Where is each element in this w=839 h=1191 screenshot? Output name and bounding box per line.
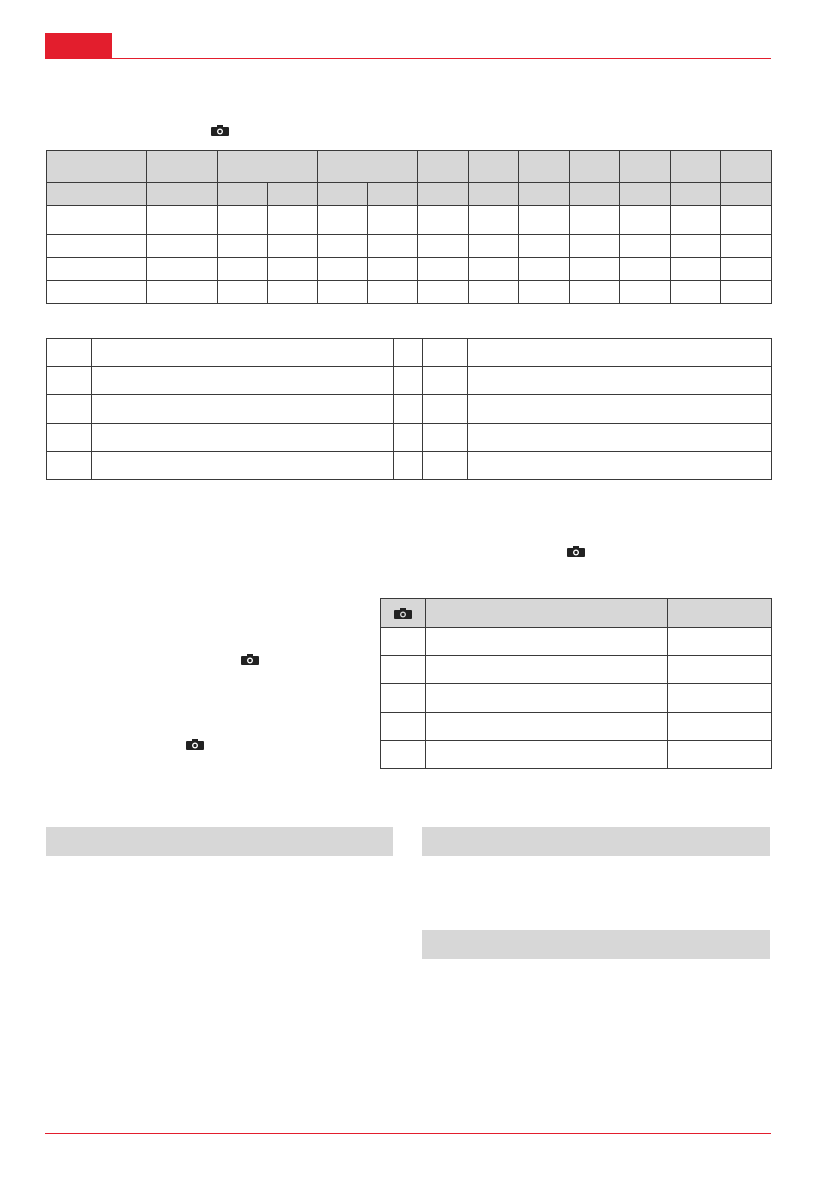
subheader-cell — [519, 183, 570, 206]
header-rule — [45, 58, 771, 59]
header-cell — [620, 151, 671, 183]
table-cell — [268, 281, 318, 304]
header-cell — [469, 151, 519, 183]
table-cell — [47, 235, 147, 258]
table-cell — [668, 713, 772, 741]
table-cell — [468, 452, 772, 480]
table-cell — [570, 281, 620, 304]
subheader-cell — [147, 183, 218, 206]
table-row — [47, 235, 772, 258]
table-row — [381, 713, 772, 741]
table-row — [47, 281, 772, 304]
table-cell — [570, 258, 620, 281]
table-cell — [469, 258, 519, 281]
table-cell — [47, 452, 92, 480]
table-cell — [418, 206, 469, 235]
spec-header-row — [47, 151, 772, 183]
header-tab-marker — [45, 33, 112, 59]
table-cell — [47, 367, 92, 395]
table-cell — [426, 628, 668, 656]
table-cell — [668, 684, 772, 713]
camera-icon — [394, 608, 412, 619]
table-cell — [721, 206, 772, 235]
table-cell — [368, 281, 418, 304]
subheader-cell — [469, 183, 519, 206]
table-cell — [318, 258, 368, 281]
header-cell — [318, 151, 418, 183]
table-row — [381, 741, 772, 769]
spec-table — [46, 150, 772, 304]
subheader-cell — [721, 183, 772, 206]
table-cell — [620, 206, 671, 235]
camera-icon — [211, 125, 229, 136]
subheader-cell — [368, 183, 418, 206]
table-cell — [268, 235, 318, 258]
table-cell — [394, 452, 423, 480]
table-cell — [368, 206, 418, 235]
table-cell — [519, 258, 570, 281]
table-cell — [394, 367, 423, 395]
table-cell — [218, 235, 268, 258]
table-cell — [468, 367, 772, 395]
table-row — [47, 339, 772, 367]
table-row — [381, 628, 772, 656]
footer-rule — [45, 1133, 771, 1134]
table-cell — [394, 424, 423, 452]
header-cell — [218, 151, 318, 183]
table-cell — [47, 206, 147, 235]
subheader-cell — [47, 183, 147, 206]
table-cell — [268, 206, 318, 235]
parts-header-row — [381, 599, 772, 628]
table-cell — [519, 235, 570, 258]
table-row — [47, 424, 772, 452]
table-cell — [469, 235, 519, 258]
table-row — [381, 684, 772, 713]
table-cell — [381, 628, 426, 656]
table-row — [47, 452, 772, 480]
table-cell — [147, 235, 218, 258]
header-cell — [721, 151, 772, 183]
camera-icon — [241, 654, 259, 665]
table-cell — [147, 281, 218, 304]
table-cell — [92, 395, 394, 424]
table-cell — [92, 452, 394, 480]
table-cell — [519, 206, 570, 235]
table-cell — [318, 281, 368, 304]
table-cell — [426, 741, 668, 769]
table-row — [47, 367, 772, 395]
table-cell — [381, 713, 426, 741]
header-cell — [519, 151, 570, 183]
table-cell — [468, 339, 772, 367]
table-cell — [671, 258, 721, 281]
table-cell — [468, 395, 772, 424]
table-cell — [721, 235, 772, 258]
table-cell — [668, 741, 772, 769]
table-cell — [423, 395, 468, 424]
table-cell — [47, 395, 92, 424]
table-cell — [423, 424, 468, 452]
header-cell — [668, 599, 772, 628]
table-row — [47, 258, 772, 281]
table-cell — [570, 235, 620, 258]
subheader-cell — [570, 183, 620, 206]
table-cell — [218, 258, 268, 281]
table-cell — [620, 235, 671, 258]
subheader-cell — [268, 183, 318, 206]
table-cell — [668, 628, 772, 656]
table-cell — [426, 656, 668, 684]
table-cell — [668, 656, 772, 684]
table-cell — [394, 339, 423, 367]
subheader-cell — [218, 183, 268, 206]
section-heading-bar — [422, 827, 770, 856]
table-cell — [468, 424, 772, 452]
table-row — [47, 395, 772, 424]
camera-icon — [567, 546, 585, 557]
table-cell — [423, 367, 468, 395]
section-heading-bar — [46, 827, 393, 856]
table-cell — [47, 424, 92, 452]
table-cell — [218, 281, 268, 304]
subheader-cell — [318, 183, 368, 206]
table-cell — [381, 741, 426, 769]
legend-table — [46, 338, 772, 480]
table-cell — [423, 339, 468, 367]
table-cell — [418, 258, 469, 281]
table-cell — [318, 206, 368, 235]
header-cell — [147, 151, 218, 183]
table-cell — [268, 258, 318, 281]
table-cell — [368, 258, 418, 281]
table-cell — [418, 281, 469, 304]
header-cell — [418, 151, 469, 183]
table-cell — [318, 235, 368, 258]
table-cell — [721, 281, 772, 304]
table-cell — [381, 684, 426, 713]
table-cell — [47, 258, 147, 281]
table-cell — [721, 258, 772, 281]
table-cell — [394, 395, 423, 424]
camera-header-cell — [381, 599, 426, 628]
table-cell — [418, 235, 469, 258]
header-cell — [671, 151, 721, 183]
camera-icon — [186, 739, 204, 750]
table-cell — [218, 206, 268, 235]
spec-subheader-row — [47, 183, 772, 206]
table-cell — [92, 424, 394, 452]
table-cell — [381, 656, 426, 684]
header-cell — [47, 151, 147, 183]
section-heading-bar — [422, 930, 770, 959]
table-cell — [620, 281, 671, 304]
table-cell — [469, 206, 519, 235]
table-cell — [92, 367, 394, 395]
table-cell — [92, 339, 394, 367]
table-cell — [426, 713, 668, 741]
table-cell — [519, 281, 570, 304]
table-cell — [426, 684, 668, 713]
table-cell — [620, 258, 671, 281]
header-cell — [426, 599, 668, 628]
table-cell — [671, 235, 721, 258]
table-cell — [47, 281, 147, 304]
table-row — [381, 656, 772, 684]
table-cell — [570, 206, 620, 235]
subheader-cell — [620, 183, 671, 206]
table-cell — [671, 281, 721, 304]
table-cell — [469, 281, 519, 304]
subheader-cell — [418, 183, 469, 206]
header-cell — [570, 151, 620, 183]
table-cell — [368, 235, 418, 258]
table-cell — [147, 206, 218, 235]
table-cell — [147, 258, 218, 281]
subheader-cell — [671, 183, 721, 206]
parts-table — [380, 598, 772, 769]
table-cell — [423, 452, 468, 480]
table-cell — [671, 206, 721, 235]
table-cell — [47, 339, 92, 367]
table-row — [47, 206, 772, 235]
